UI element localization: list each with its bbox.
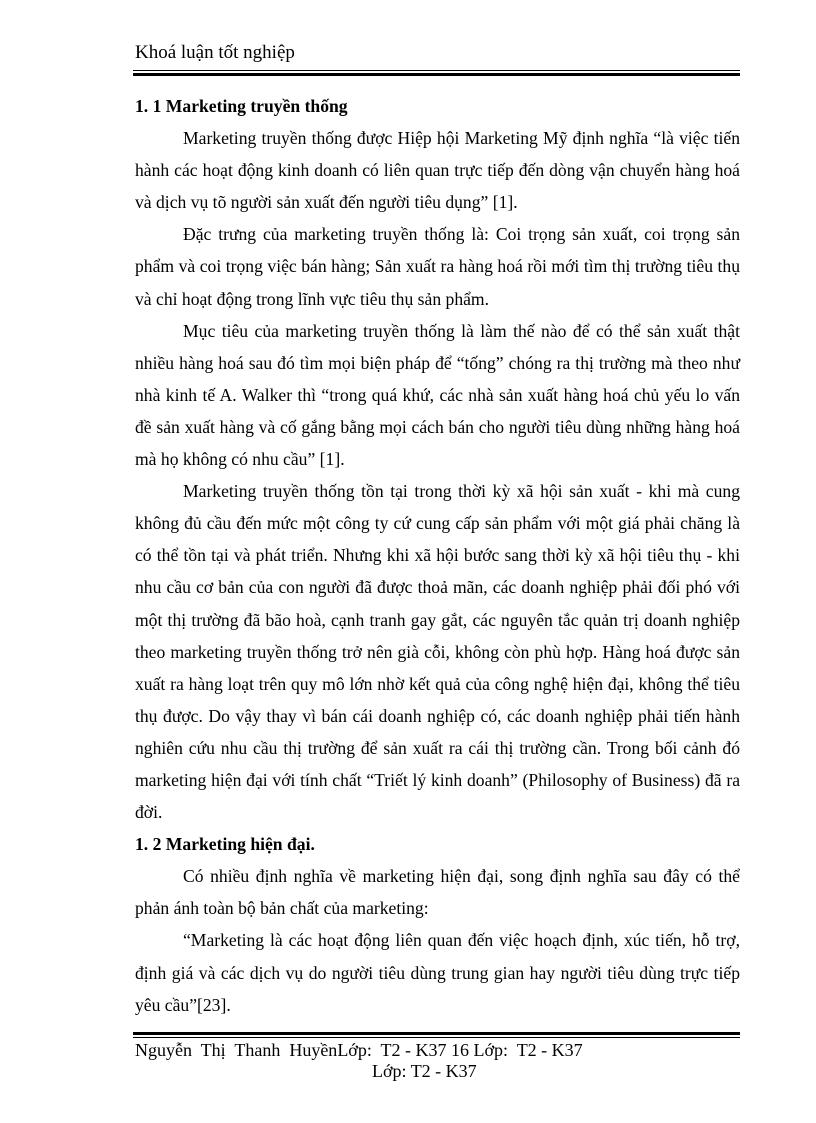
footer-class: Lớp: T2 - K37	[337, 1040, 447, 1060]
paragraph: Mục tiêu của marketing truyền thống là làm thế nào để có thể sản xuất thật nhiều hàng hoá sau đó tìm mọi biện pháp để “tống” chóng ra thị trường mà theo như nhà kinh tế A. Walker thì “trong quá khứ, các nhà sản xuất hàng hoá chủ yếu lo vấn đề sản xuất hàng và cố gắng bằng mọi cách bán cho người tiêu dùng những hàng hoá mà họ không có nhu cầu” [1].	[135, 320, 740, 470]
paragraph: Marketing truyền thống tồn tại trong thời kỳ xã hội sản xuất - khi mà cung không đủ cầu đến mức một công ty cứ cung cấp sản phẩm với một giá phải chăng là có thể tồn tại và phát triển. Nhưng khi xã hội bước sang thời kỳ xã hội tiêu thụ - khi nhu cầu cơ bản của con người đã được thoả mãn, các doanh nghiệp phải đối phó với một thị trường đã bão hoà, cạnh tranh gay gắt, các nguyên tắc quản trị doanh nghiệp theo marketing truyền thống trở nên già cỗi, không còn phù hợp. Hàng hoá được sản xuất ra hàng loạt trên quy mô lớn nhờ kết quả của công nghệ hiện đại, không thể tiêu thụ được. Do vậy thay vì bán cái doanh nghiệp có, các doanh nghiệp phải tiến hành nghiên cứu nhu cầu thị trường để sản xuất ra cái thị trường cần. Trong bối cảnh đó marketing hiện đại với tính chất “Triết lý kinh doanh” (Philosophy of Business) đã ra đời.	[135, 481, 740, 823]
footer-line	[135, 1040, 583, 1061]
paragraph: Marketing truyền thống được Hiệp hội Marketing Mỹ định nghĩa “là việc tiến hành các hoạt động kinh doanh có liên quan trực tiếp đến dòng vận chuyển hàng hoá và dịch vụ tõ người sản xuất đến người tiêu dụng” [1].	[135, 128, 740, 213]
section-heading-modern: 1. 2 Marketing hiện đại.	[135, 834, 315, 855]
footer-page-number: 16	[451, 1040, 469, 1060]
footer-rule-thin	[133, 1037, 740, 1038]
header-rule-thick	[133, 73, 740, 76]
footer-author: Nguyễn Thị Thanh Huyền	[135, 1040, 338, 1060]
page-header-title: Khoá luận tốt nghiệp	[135, 42, 295, 63]
paragraph: Có nhiều định nghĩa về marketing hiện đại, song định nghĩa sau đây có thể phản ánh toàn bộ bản chất của marketing:	[135, 866, 740, 919]
footer-rule-thick	[133, 1032, 740, 1035]
paragraph: Đặc trưng của marketing truyền thống là: Coi trọng sản xuất, coi trọng sản phẩm và coi trọng việc bán hàng; Sản xuất ra hàng hoá rồi mới tìm thị trường tiêu thụ và chỉ hoạt động trong lĩnh vực tiêu thụ sản phẩm.	[135, 224, 740, 309]
document-body	[135, 90, 740, 1021]
paragraph: “Marketing là các hoạt động liên quan đến việc hoạch định, xúc tiến, hỗ trợ, định giá và các dịch vụ do người tiêu dùng trung gian hay người tiêu dùng trực tiếp yêu cầu”[23].	[135, 930, 740, 1015]
header-rule-thin	[133, 70, 740, 71]
footer-class-second-line: Lớp: T2 - K37	[372, 1061, 477, 1081]
footer-class-overlap: Lớp: T2 - K37	[473, 1040, 583, 1060]
section-heading-traditional: 1. 1 Marketing truyền thống	[135, 96, 348, 116]
